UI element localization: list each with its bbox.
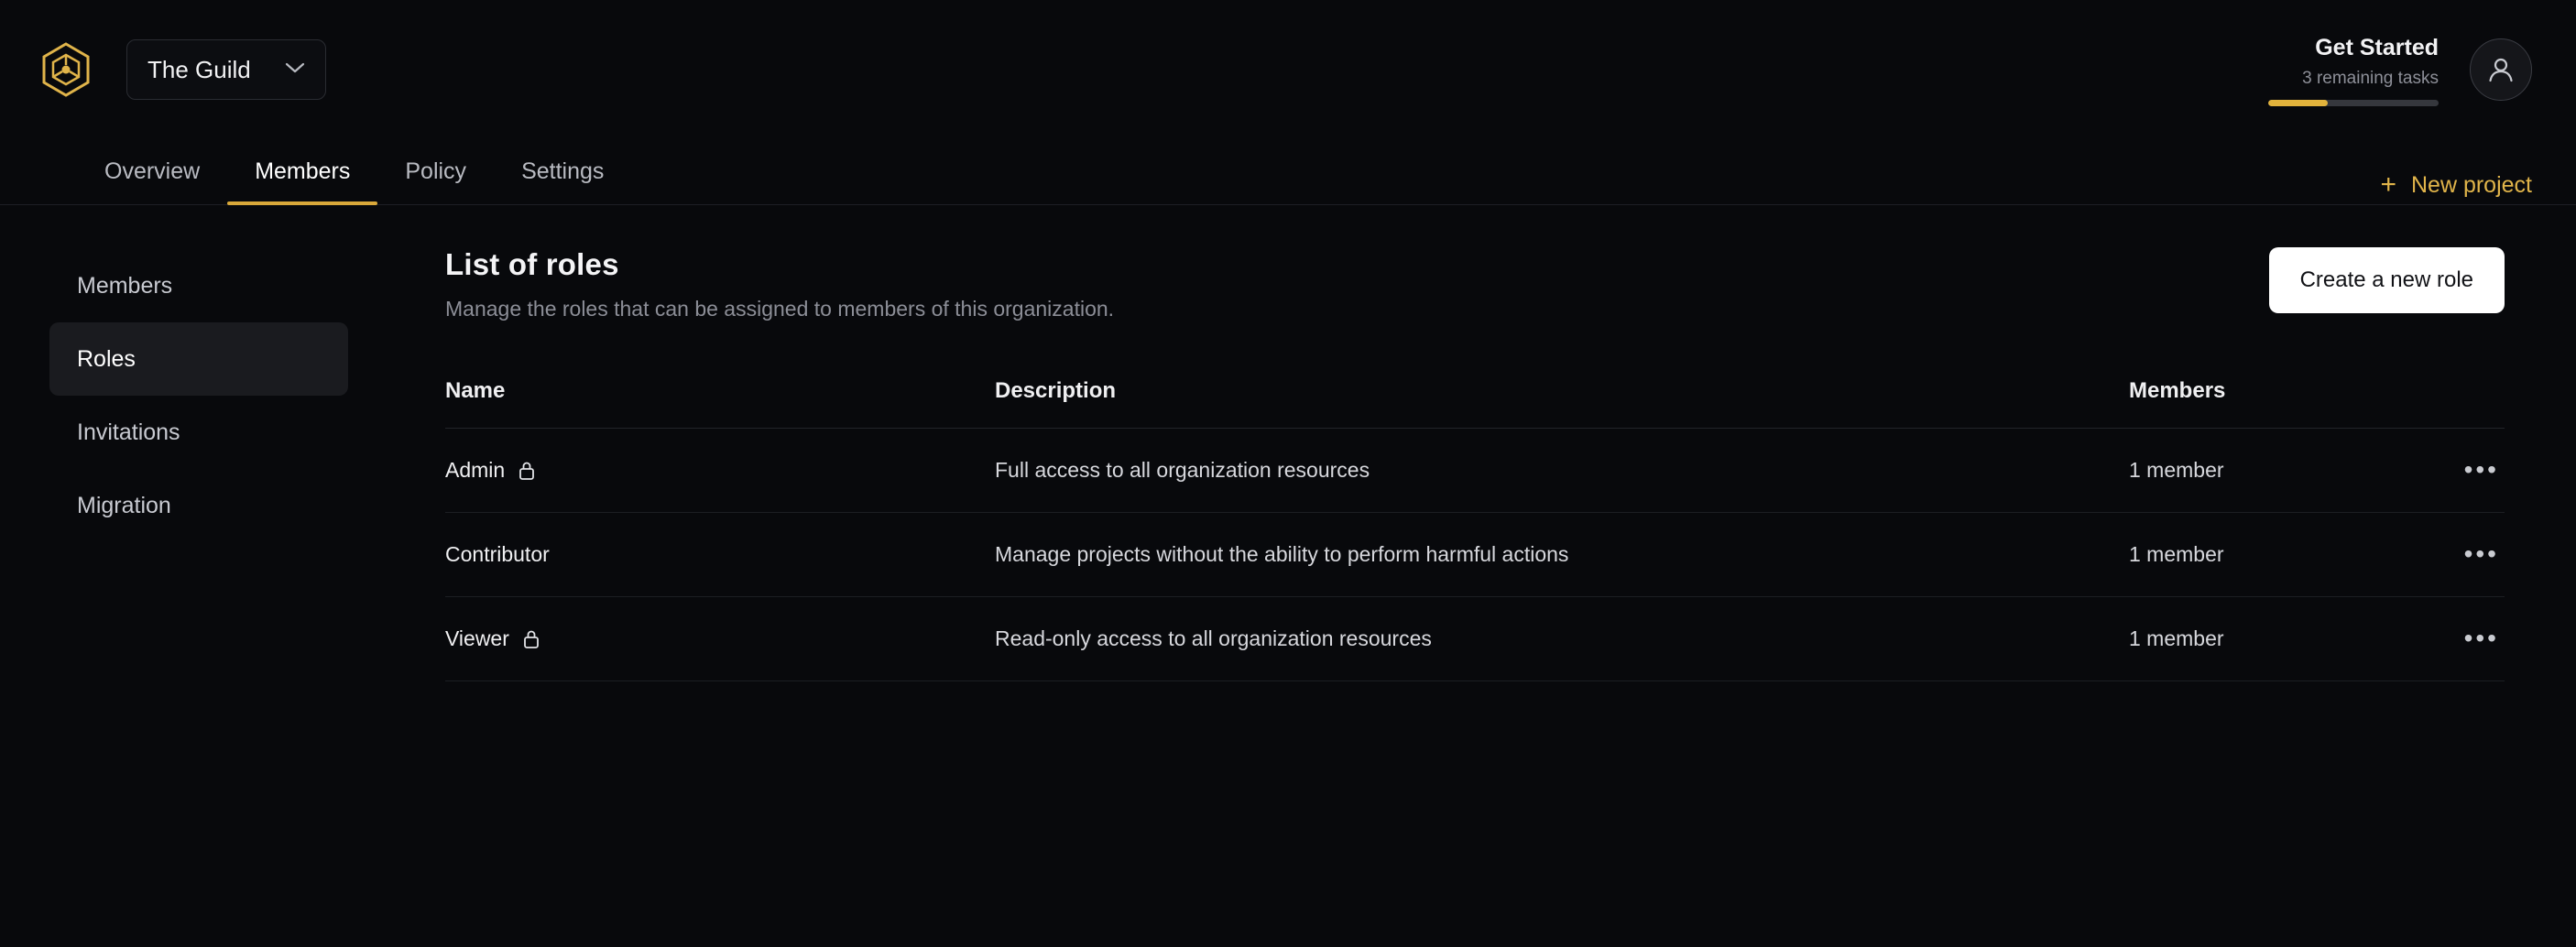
tab-overview-label: Overview <box>104 158 201 184</box>
more-horizontal-icon[interactable]: ••• <box>2463 455 2499 484</box>
more-horizontal-icon[interactable]: ••• <box>2463 624 2499 652</box>
sidebar-item-members[interactable] <box>49 249 348 322</box>
page-subtitle: Manage the roles that can be assigned to members of this organization. <box>445 297 1115 321</box>
role-name: Viewer <box>445 626 509 650</box>
main-header-text <box>445 247 1114 321</box>
lock-icon <box>518 460 536 482</box>
main-content <box>403 205 2576 946</box>
table-row <box>445 513 2505 597</box>
get-started-title: Get Started <box>2315 35 2439 61</box>
create-a-new-role-button[interactable]: Create a new role <box>2269 247 2505 313</box>
sidebar-item-label: Members <box>77 272 173 299</box>
get-started-progress-bar <box>2268 100 2439 106</box>
role-name-cell <box>445 513 995 597</box>
tab-settings-label: Settings <box>521 158 605 184</box>
tab-settings[interactable] <box>494 139 631 204</box>
role-name-cell <box>445 597 995 681</box>
role-description: Manage projects without the ability to perform harmful actions <box>995 513 2129 597</box>
role-description: Full access to all organization resources <box>995 429 2129 513</box>
main-header <box>445 247 2505 321</box>
page-title: List of roles <box>445 247 619 281</box>
hexagon-cube-logo[interactable] <box>35 38 97 101</box>
get-started-progress-fill <box>2268 100 2328 106</box>
sidebar-item-migration[interactable] <box>49 469 348 542</box>
org-name: The Guild <box>147 55 251 83</box>
column-header-description: Description <box>995 378 2129 429</box>
sidebar-item-label: Migration <box>77 492 171 518</box>
role-actions-cell <box>2404 513 2505 597</box>
role-name: Contributor <box>445 542 550 566</box>
role-member-count: 1 member <box>2129 513 2404 597</box>
sidebar-item-roles[interactable] <box>49 322 348 396</box>
column-header-name: Name <box>445 378 995 429</box>
tab-policy[interactable] <box>377 139 494 204</box>
page-body <box>0 205 2576 946</box>
roles-table-body <box>445 429 2505 681</box>
tab-policy-label: Policy <box>405 158 467 184</box>
chevron-down-icon <box>285 61 305 79</box>
secondary-sidebar <box>0 205 403 946</box>
role-name-cell <box>445 429 995 513</box>
sidebar-item-label: Roles <box>77 345 136 372</box>
plus-icon: + <box>2380 169 2396 200</box>
sidebar-item-invitations[interactable] <box>49 396 348 469</box>
role-actions-cell <box>2404 429 2505 513</box>
roles-table <box>445 378 2505 681</box>
column-header-members: Members <box>2129 378 2404 429</box>
tab-members[interactable] <box>227 139 377 204</box>
role-actions-cell <box>2404 597 2505 681</box>
new-project-button[interactable] <box>2380 171 2532 204</box>
table-header-row <box>445 378 2505 429</box>
top-bar <box>0 0 2576 139</box>
tab-members-label: Members <box>255 158 351 184</box>
get-started-subtitle: 3 remaining tasks <box>2302 68 2439 88</box>
role-member-count: 1 member <box>2129 597 2404 681</box>
get-started-widget[interactable] <box>2268 33 2442 106</box>
primary-nav <box>0 139 2576 205</box>
role-description: Read-only access to all organization resources <box>995 597 2129 681</box>
tab-overview[interactable] <box>77 139 227 204</box>
user-avatar-icon[interactable] <box>2470 38 2532 101</box>
role-name: Admin <box>445 458 506 482</box>
roles-table-head <box>445 378 2505 429</box>
lock-icon <box>522 628 540 650</box>
role-member-count: 1 member <box>2129 429 2404 513</box>
sidebar-item-label: Invitations <box>77 419 180 445</box>
table-row <box>445 429 2505 513</box>
more-horizontal-icon[interactable]: ••• <box>2463 539 2499 568</box>
new-project-label: New project <box>2411 171 2532 198</box>
table-row <box>445 597 2505 681</box>
column-header-actions <box>2404 378 2505 429</box>
org-switcher[interactable] <box>126 39 326 100</box>
nav-tabs <box>77 139 631 204</box>
top-bar-right <box>2268 33 2532 106</box>
